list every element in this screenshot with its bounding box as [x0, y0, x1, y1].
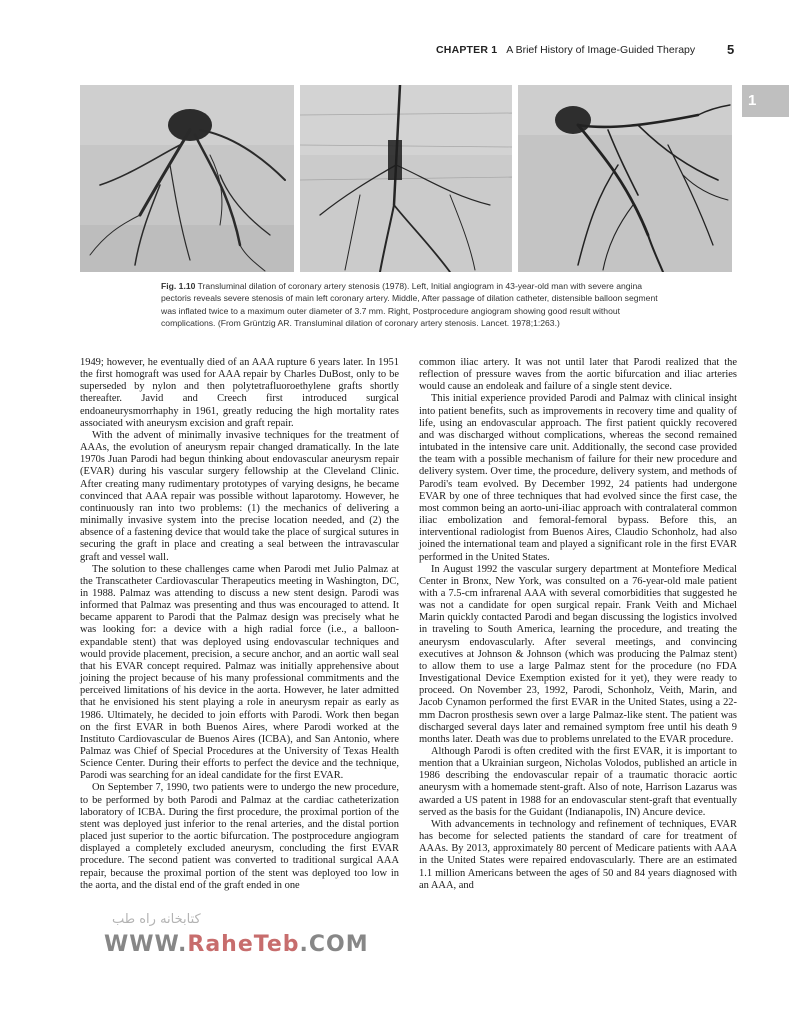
right-angiogram-image [518, 85, 732, 272]
paragraph: With advancements in technology and refinement of techniques, EVAR has become for selected patients the standard of care for treatment of AAAs. By 2013, approximately 80 percent of Medicare patients with AAA in the United States were repaired endovascularly. There are an estimated 1.1 million Americans between the ages of 50 and 84 years diagnosed with an AAA, and [419, 818, 737, 891]
figure-label: Fig. 1.10 [161, 281, 196, 291]
watermark-brand-suffix: .COM [299, 932, 369, 957]
paragraph: This initial experience provided Parodi and Palmaz with clinical insight into patient benefits, such as improvements in recovery time and quality of life, using an endovascular approach. The first patient quickly recovered and was discharged without complications, whereas the second remained intubated in the intensive care unit. Additionally, the second case provided the team with a possible mechanism of failure for their new procedure and delivery system. Over time, the procedure, delivery system, and methods of Parodi's team evolved. By December 1992, 24 patients had undergone EVAR by one of three techniques that had evolved since the first case, the most common being an aorto-uni-iliac approach with contralateral common iliac embolization and femoral-femoral bypass. Before this, an interventional radiologist from Buenos Aires, Claudio Schonholz, had also joined the international team and played a significant role in the first EVAR performed in the United States. [419, 393, 737, 563]
paragraph: With the advent of minimally invasive techniques for the treatment of AAAs, the evolution of aneurysm repair changed dramatically. In the late 1970s Juan Parodi had begun thinking about endovascular aneurysm repair (EVAR) during his vascular surgery fellowship at the Cleveland Clinic. After creating many rudimentary prototypes of varying designs, he became convinced that AAA repair was possible without laparotomy. However, he continuously ran into two problems: (1) the mechanics of delivering a minimally invasive system into the precise location needed, and (2) the absence of a fastening device that would take the place of surgical sutures in securing the graft in place and creating a seal between the intravascular graft and vessel wall. [80, 429, 399, 563]
chapter-title: A Brief History of Image-Guided Therapy [506, 44, 696, 56]
left-angiogram-graphic [80, 85, 294, 272]
paragraph: 1949; however, he eventually died of an AAA rupture 6 years later. In 1951 the first homograft was used for AAA repair by Charles DuBost, only to be superseded by nylon and then polytetrafluoroethylene grafts shortly thereafter. Javid and Creech first introduced surgical endoaneurysmorrhaphy in 1961, greatly reducing the high mortality rates associated with aneurysm excision and graft repair. [80, 357, 399, 429]
paragraph: common iliac artery. It was not until later that Parodi realized that the reflection of pressure waves from the aortic bifurcation and iliac arteries would cause an endoleak and failure of a single stent device. [419, 357, 737, 393]
watermark-brand-main: RaheTeb [187, 932, 300, 957]
left-angiogram-image [80, 85, 294, 272]
watermark-brand [104, 932, 369, 957]
chapter-tab-number: 1 [748, 92, 757, 109]
paragraph: On September 7, 1990, two patients were to undergo the new procedure, to be performed by both Parodi and Palmaz at the cardiac catheterization laboratory of ICBA. During the first procedure, the proximal portion of the stent was deployed just inferior to the renal arteries, and the distal portion placed just superior to the aortic bifurcation. The postprocedure angiogram displayed a completely excluded aneurysm, concluding the first EVAR procedure. The second patient was converted to traditional surgical AAA repair, because the proximal portion of the stent was deployed too low in the aorta, and the distal end of the graft ended in one [80, 782, 399, 891]
figure-caption-text: Transluminal dilation of coronary artery stenosis (1978). Left, Initial angiogram in 43-year-old man with severe angina pectoris reveals severe stenosis of main left coronary artery. Middle, After passage of dilation catheter, distensible balloon segment was inflated twice to a maximum outer diameter of 3.7 mm. Right, Postprocedure angiogram showing good result without complications. (From Grüntzig AR. Transluminal dilation of coronary artery stenosis. Lancet. 1978;1:263.) [161, 281, 658, 328]
chapter-label: CHAPTER 1 [436, 44, 498, 56]
paragraph: The solution to these challenges came when Parodi met Julio Palmaz at the Transcatheter Cardiovascular Therapeutics meeting in Washington, DC, in 1988. Palmaz was attending to discuss a new stent design. Parodi was informed that Palmaz was presenting and thus was encouraged to attend. It became apparent to Parodi that the Palmaz design was precisely what he was looking for: a device with a high radial force (i.e., a balloon-expandable stent) that was deployed using endovascular techniques and would provide placement, precision, a secure anchor, and an aortic wall seal that his EVAR concept required. Palmaz was initially apprehensive about joining the project because of his many professional commitments and the perceived limitations of his device in the aorta. However, he later admitted that he envisioned his stent playing a role in aneurysm repair as early as 1986. Ultimately, he decided to join efforts with Parodi. Work then began on the first EVAR in both Buenos Aires, where Parodi worked at the Instituto Cardiovascular de Buenos Aires (ICBA), and San Antonio, where Palmaz was Chief of Special Procedures at the University of Texas Health Science Center. During their efforts to perfect the device and the technique, Parodi was searching for an ideal candidate for the first EVAR. [80, 563, 399, 782]
watermark-brand-prefix: WWW. [104, 932, 188, 957]
watermark [104, 912, 369, 968]
running-header [436, 44, 695, 56]
paragraph: In August 1992 the vascular surgery department at Montefiore Medical Center in Bronx, New York, was consulted on a 76-year-old male patient with a 7.5-cm infrarenal AAA with several comorbidities that suggested he was not a candidate for open surgical repair. Frank Veith and Michael Marin quickly contacted Parodi and began discussing the logistics involved in traveling to South America, learning the procedure, and treating the aneurysm endovascularly. After several meetings, and convincing executives at Johnson & Johnson (which was producing the Palmaz stent) to allow them to use a large Palmaz stent for the procedure (no FDA Investigational Device Exemption existed for it yet), they were ready to proceed. On November 23, 1992, Parodi, Schonholz, Veith, Marin, and Jacob Cynamon performed the first EVAR in the United States, using a 22-mm Dacron prosthesis sewn over a large Palmaz-like stent. The patient was discharged several days later and remained symptom free until his death 9 months later. Death was due to problems unrelated to the EVAR procedure. [419, 563, 737, 745]
left-column [80, 357, 399, 892]
figure-1-10 [80, 85, 732, 272]
chapter-tab [742, 85, 789, 117]
right-column [419, 357, 737, 892]
page-number: 5 [727, 42, 735, 57]
watermark-persian-text: کتابخانه راه طب [112, 912, 201, 927]
right-angiogram-graphic [518, 85, 732, 272]
paragraph: Although Parodi is often credited with the first EVAR, it is important to mention that a Ukrainian surgeon, Nicholas Volodos, published an article in 1986 describing the endovascular repair of a traumatic thoracic aortic aneurysm with a homemade stent-graft. Also of note, Harrison Lazarus was awarded a US patent in 1988 for an endovascular stent-graft that eventually served as the basis for the Guidant (Indianapolis, IN) Ancure device. [419, 746, 737, 818]
figure-caption [161, 280, 661, 329]
middle-angiogram-graphic [300, 85, 512, 272]
middle-angiogram-image [300, 85, 512, 272]
